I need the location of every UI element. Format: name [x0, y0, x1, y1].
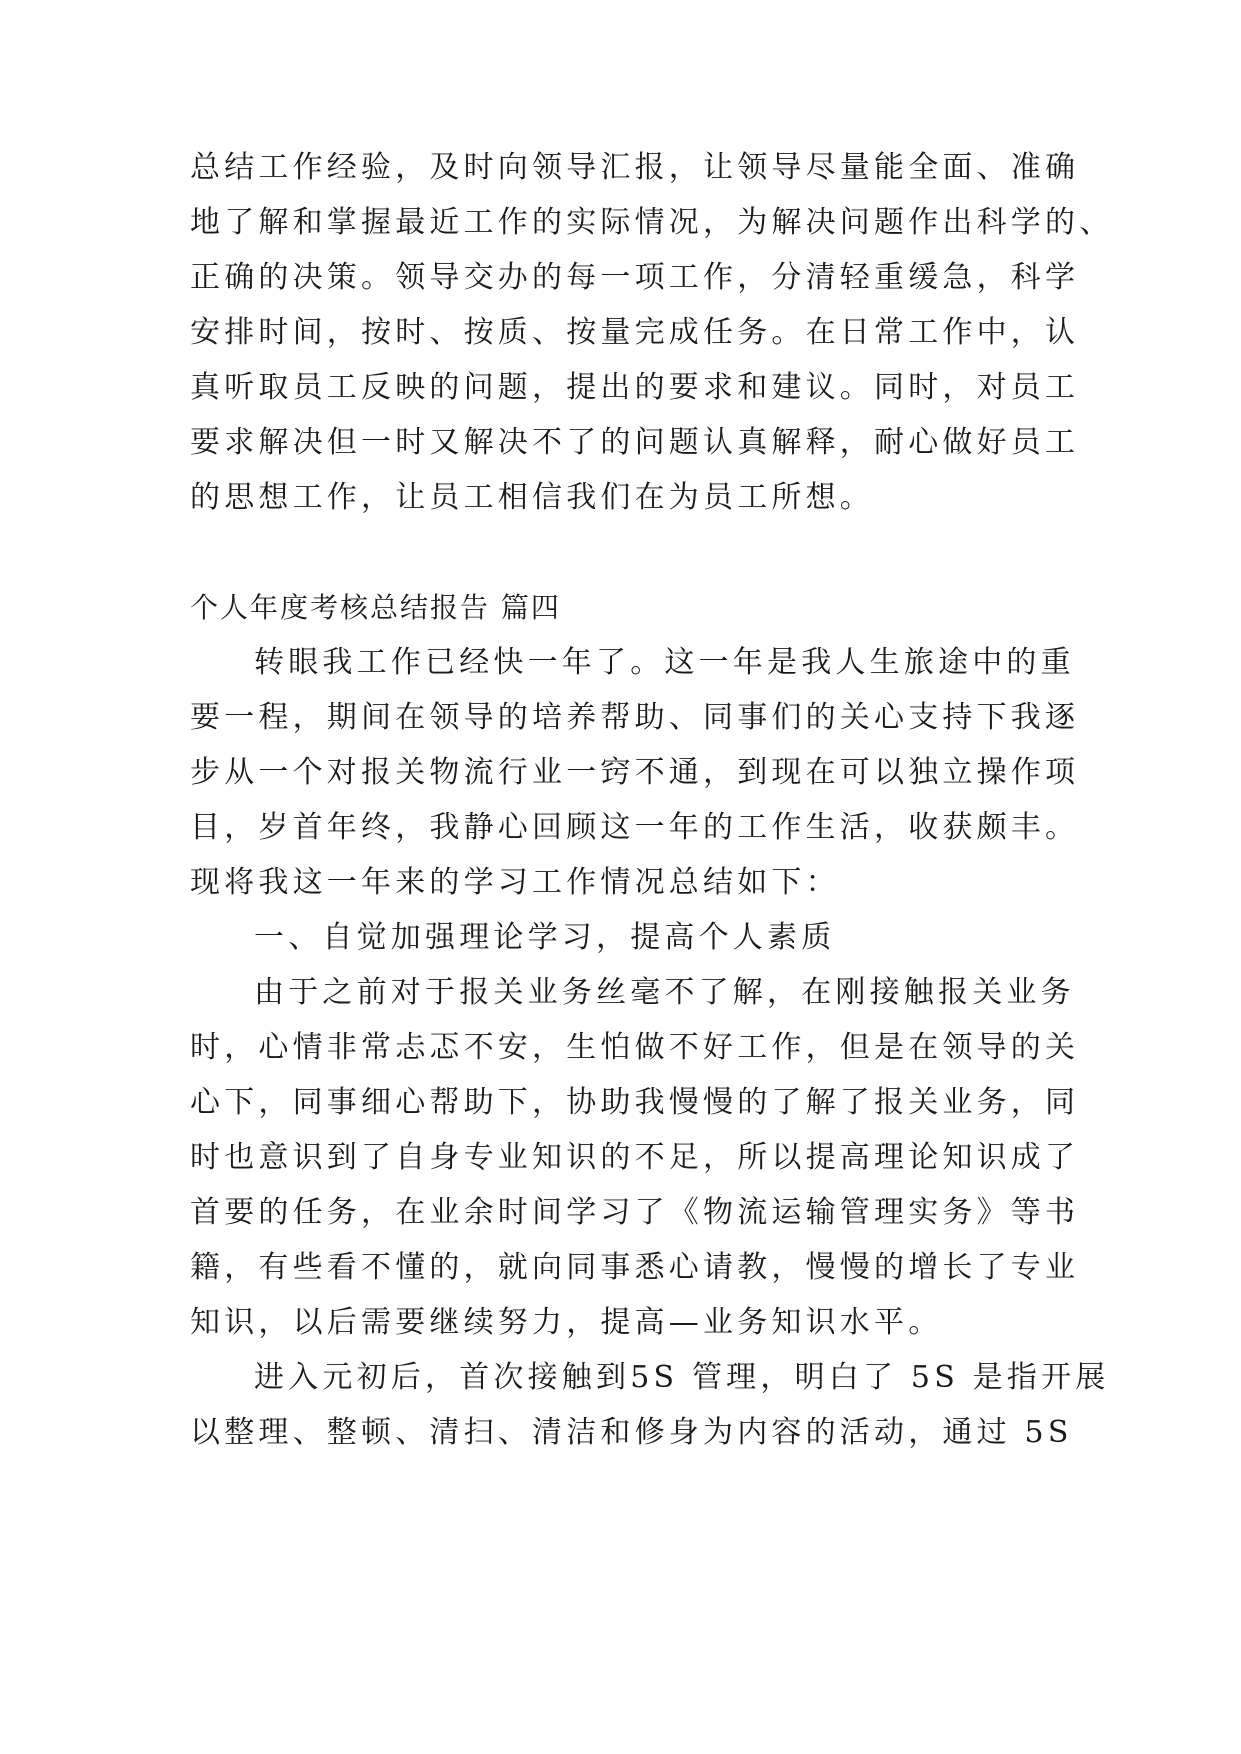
- subsection-heading: 一、自觉加强理论学习，提高个人素质: [254, 920, 836, 955]
- paragraph-line: 首要的任务，在业余时间学习了《物流运输管理实务》等书: [190, 1195, 1080, 1230]
- paragraph-line: 知识，以后需要继续努力，提高—业务知识水平。: [190, 1305, 943, 1340]
- paragraph-line: 以整理、整顿、清扫、清洁和修身为内容的活动，通过 5S: [190, 1415, 1073, 1450]
- paragraph-line: 安排时间，按时、按质、按量完成任务。在日常工作中，认: [190, 315, 1080, 350]
- paragraph-line: 转眼我工作已经快一年了。这一年是我人生旅途中的重: [254, 645, 1075, 680]
- paragraph-line: 心下，同事细心帮助下，协助我慢慢的了解了报关业务，同: [190, 1085, 1080, 1120]
- paragraph-line: 由于之前对于报关业务丝毫不了解，在刚接触报关业务: [254, 975, 1075, 1010]
- paragraph-line: 时也意识到了自身专业知识的不足，所以提高理论知识成了: [190, 1140, 1080, 1175]
- paragraph-line: 正确的决策。领导交办的每一项工作，分清轻重缓急，科学: [190, 260, 1080, 295]
- paragraph-line: 现将我这一年来的学习工作情况总结如下：: [190, 865, 840, 900]
- paragraph-line: 的思想工作，让员工相信我们在为员工所想。: [190, 480, 874, 515]
- paragraph-line: 要求解决但一时又解决不了的问题认真解释，耐心做好员工: [190, 425, 1080, 460]
- paragraph-line: 要一程，期间在领导的培养帮助、同事们的关心支持下我逐: [190, 700, 1080, 735]
- paragraph-line: 总结工作经验，及时向领导汇报，让领导尽量能全面、准确: [190, 150, 1080, 185]
- paragraph-line: 进入元初后，首次接触到5S 管理，明白了 5S 是指开展: [254, 1360, 1110, 1395]
- paragraph-line: 籍，有些看不懂的，就向同事悉心请教，慢慢的增长了专业: [190, 1250, 1080, 1285]
- paragraph-line: 时，心情非常忐忑不安，生怕做不好工作，但是在领导的关: [190, 1030, 1080, 1065]
- paragraph-line: 目，岁首年终，我静心回顾这一年的工作生活，收获颇丰。: [190, 810, 1080, 845]
- paragraph-line: 真听取员工反映的问题，提出的要求和建议。同时，对员工: [190, 370, 1080, 405]
- section-heading: 个人年度考核总结报告 篇四: [190, 591, 561, 624]
- paragraph-line: 地了解和掌握最近工作的实际情况，为解决问题作出科学的、: [190, 205, 1114, 240]
- paragraph-line: 步从一个对报关物流行业一窍不通，到现在可以独立操作项: [190, 755, 1080, 790]
